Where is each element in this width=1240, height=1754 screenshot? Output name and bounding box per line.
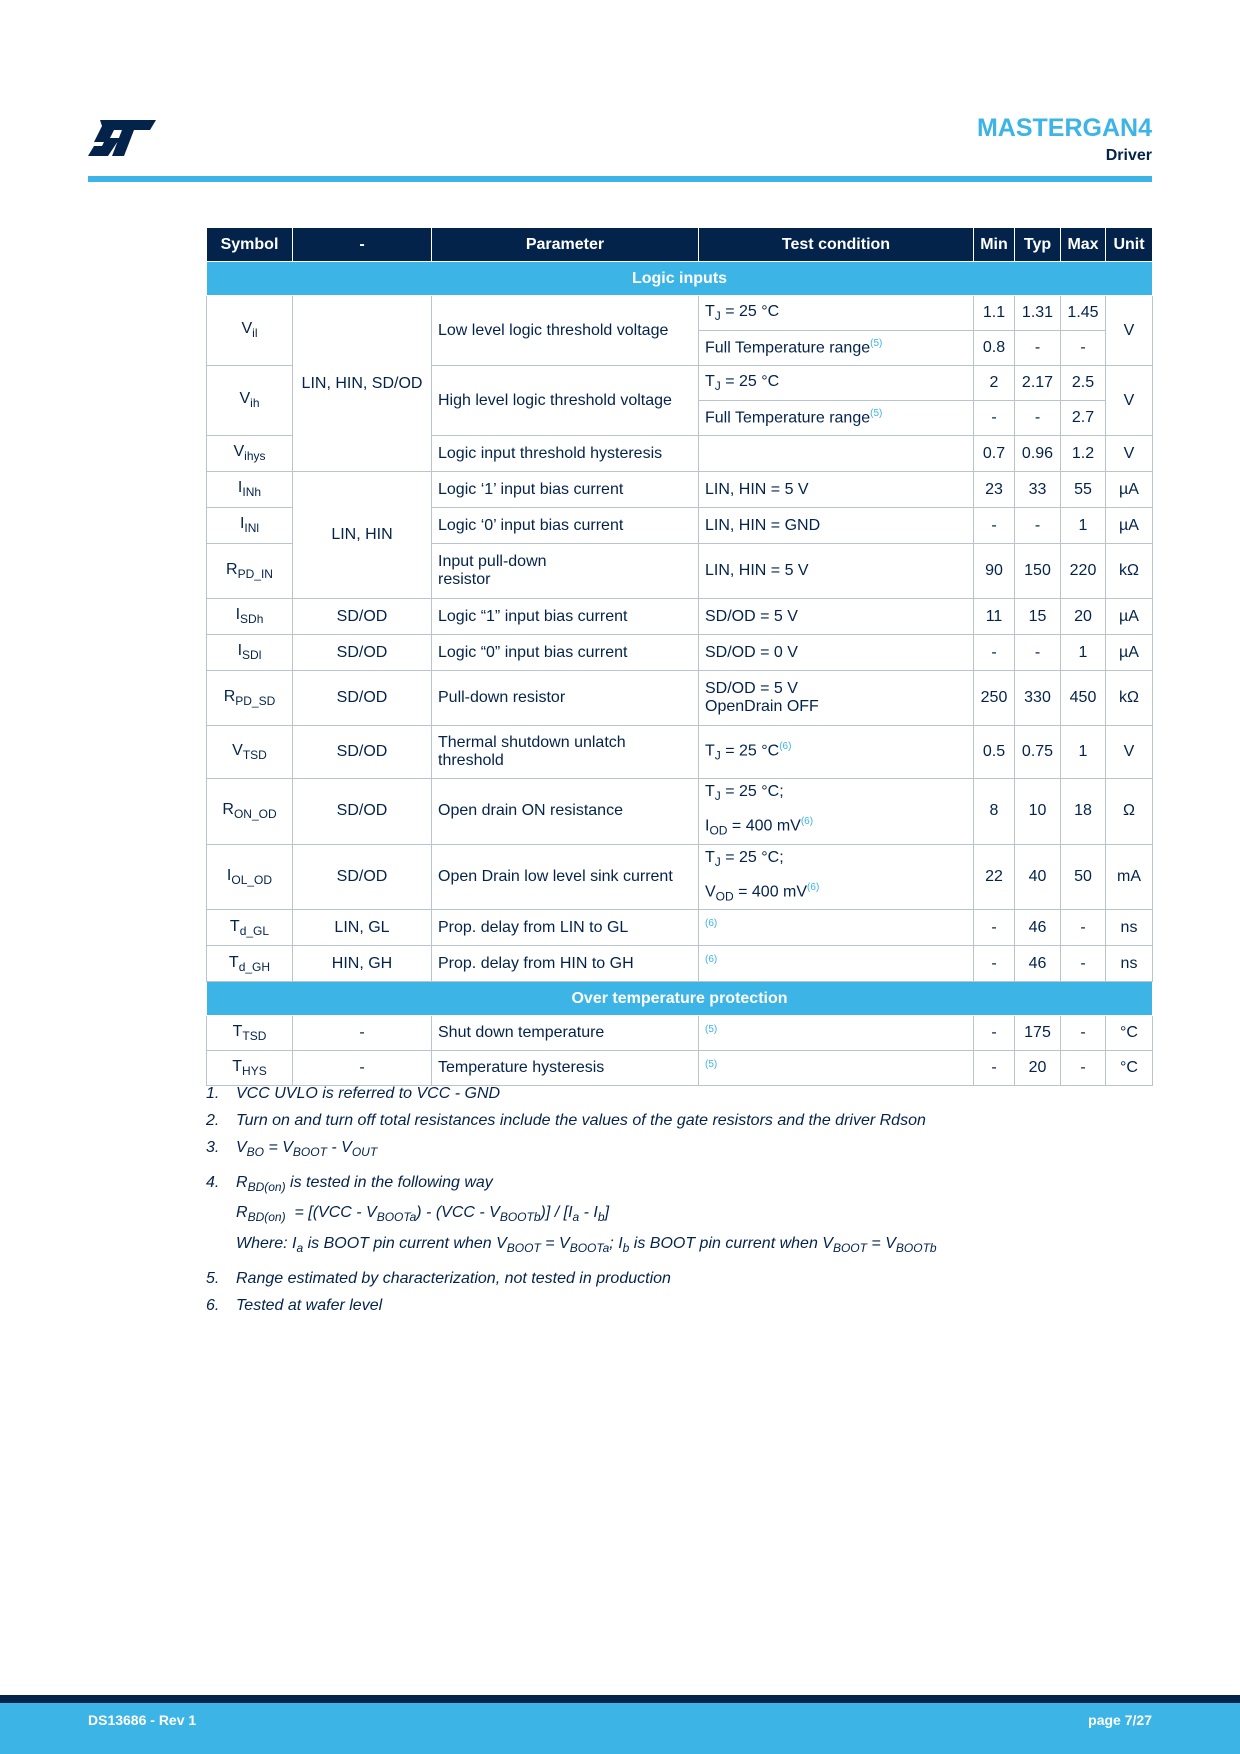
condition-cell: Full Temperature range$^{(5)}$ — [699, 331, 974, 366]
min-cell: - — [974, 635, 1015, 671]
footnote-ref: (6) — [705, 954, 718, 966]
pins-cell: - — [293, 1016, 432, 1051]
table-row — [207, 779, 1153, 845]
table-row — [207, 844, 1153, 910]
unit-cell: V — [1106, 296, 1153, 366]
symbol-cell: $R_{PD\_SD}$ — [207, 671, 293, 726]
max-cell: 1 — [1061, 508, 1106, 544]
max-cell: 2.5 — [1061, 366, 1106, 401]
footer-bar — [0, 1703, 1240, 1754]
typ-cell: 33 — [1015, 472, 1061, 508]
col-header-parameter: Parameter — [432, 228, 699, 262]
unit-cell: kΩ — [1106, 671, 1153, 726]
condition-cell: SD/OD = 0 V — [699, 635, 974, 671]
condition-cell — [699, 910, 974, 946]
min-cell: 1.1 — [974, 296, 1015, 331]
typ-cell: - — [1015, 331, 1061, 366]
condition-cell: $T_J = 25$ $^\circ C^{(6)}$ — [699, 726, 974, 779]
table-row — [207, 1016, 1153, 1051]
max-cell: - — [1061, 1051, 1106, 1086]
col-header-unit: Unit — [1106, 228, 1153, 262]
pins-cell: - — [293, 1051, 432, 1086]
min-cell: 2 — [974, 366, 1015, 401]
table-row — [207, 599, 1153, 635]
pins-cell: SD/OD — [293, 779, 432, 845]
footnote-ref: (5) — [870, 338, 883, 350]
parameter-cell: Logic ‘1’ input bias current — [432, 472, 699, 508]
parameter-cell: Open drain ON resistance — [432, 779, 699, 845]
footnote-ref: (6) — [705, 918, 718, 930]
footer-page-number: page 7/27 — [1088, 1712, 1152, 1728]
unit-cell: Ω — [1106, 779, 1153, 845]
typ-cell: 0.75 — [1015, 726, 1061, 779]
condition-cell: Full Temperature range$^{(5)}$ — [699, 401, 974, 436]
table-row — [207, 1051, 1153, 1086]
note-item: 6. Tested at wafer level — [206, 1296, 383, 1314]
parameter-cell: Logic “0” input bias current — [432, 635, 699, 671]
min-cell: 8 — [974, 779, 1015, 845]
min-cell: - — [974, 508, 1015, 544]
typ-cell: 175 — [1015, 1016, 1061, 1051]
symbol-cell: $T_{TSD}$ — [207, 1016, 293, 1051]
table-row — [207, 296, 1153, 331]
symbol-cell: $I_{INl}$ — [207, 508, 293, 544]
min-cell: 0.8 — [974, 331, 1015, 366]
max-cell: 2.7 — [1061, 401, 1106, 436]
max-cell: - — [1061, 331, 1106, 366]
min-cell: 90 — [974, 544, 1015, 599]
max-cell: 50 — [1061, 844, 1106, 910]
table-row — [207, 635, 1153, 671]
parameter-cell: Prop. delay from LIN to GL — [432, 910, 699, 946]
section-row — [207, 982, 1153, 1016]
table-row — [207, 946, 1153, 982]
symbol-cell: $R_{PD\_IN}$ — [207, 544, 293, 599]
parameter-cell: Shut down temperature — [432, 1016, 699, 1051]
condition-cell: LIN, HIN = 5 V — [699, 472, 974, 508]
min-cell: 250 — [974, 671, 1015, 726]
pins-cell: SD/OD — [293, 671, 432, 726]
footnote-ref: (6) — [800, 816, 814, 828]
table-row — [207, 671, 1153, 726]
parameter-cell: Logic ‘0’ input bias current — [432, 508, 699, 544]
condition-cell: LIN, HIN = 5 V — [699, 544, 974, 599]
condition-cell: $T_J = 25$ °C — [699, 296, 974, 331]
symbol-cell: $I_{SDl}$ — [207, 635, 293, 671]
max-cell: 1.2 — [1061, 436, 1106, 472]
min-cell: - — [974, 946, 1015, 982]
pins-cell: SD/OD — [293, 635, 432, 671]
max-cell: 55 — [1061, 472, 1106, 508]
section-row — [207, 262, 1153, 296]
footnote-ref: (6) — [779, 741, 792, 753]
typ-cell: 40 — [1015, 844, 1061, 910]
note-item: 3. $V_{BO} = V_{BOOT} - V_{OUT}$ — [206, 1139, 378, 1160]
unit-cell: V — [1106, 436, 1153, 472]
max-cell: 1 — [1061, 635, 1106, 671]
unit-cell: µA — [1106, 508, 1153, 544]
table-notes — [206, 1084, 1152, 1323]
parameter-cell: Logic input threshold hysteresis — [432, 436, 699, 472]
unit-cell: kΩ — [1106, 544, 1153, 599]
max-cell: - — [1061, 946, 1106, 982]
note-item: 4. $R_{BD(on)}$ is tested in the following way $R_{BD(on)} = [(VCC - V_{BOOTa}) - (VCC - V_{BOOTb})] / [I_a - I_b]$ Where: $I_a$ is BOOT pin current when $V_{BOOT} = V_{BOOTa}$; $I_b$ is BOOT pin current when $V_{BOOT} = V_{BOOTb}$ — [206, 1174, 937, 1255]
typ-cell: - — [1015, 401, 1061, 436]
symbol-cell: $V_{TSD}$ — [207, 726, 293, 779]
min-cell: 0.7 — [974, 436, 1015, 472]
min-cell: - — [974, 401, 1015, 436]
typ-cell: - — [1015, 635, 1061, 671]
unit-cell: V — [1106, 366, 1153, 436]
pins-cell: SD/OD — [293, 844, 432, 910]
note-item: 2. Turn on and turn off total resistances include the values of the gate resistors and the driver Rdson — [206, 1112, 926, 1129]
st-logo — [88, 118, 158, 158]
parameter-cell: Temperature hysteresis — [432, 1051, 699, 1086]
condition-cell — [699, 1051, 974, 1086]
max-cell: 1.45 — [1061, 296, 1106, 331]
pins-cell: SD/OD — [293, 726, 432, 779]
parameter-cell: Low level logic threshold voltage — [432, 296, 699, 366]
symbol-cell: $T_{d\_GH}$ — [207, 946, 293, 982]
col-header-symbol: Symbol — [207, 228, 293, 262]
symbol-cell: $R_{ON\_OD}$ — [207, 779, 293, 845]
pins-cell: SD/OD — [293, 599, 432, 635]
unit-cell: µA — [1106, 599, 1153, 635]
footnote-ref: (5) — [870, 408, 883, 420]
symbol-cell: $I_{OL\_OD}$ — [207, 844, 293, 910]
pins-cell: LIN, HIN — [293, 472, 432, 599]
parameter-cell: Pull-down resistor — [432, 671, 699, 726]
max-cell: 450 — [1061, 671, 1106, 726]
condition-cell: $T_J = 25$ °C; $V_{OD} = 400$ $mV^{(6)}$ — [699, 844, 974, 910]
typ-cell: 15 — [1015, 599, 1061, 635]
unit-cell: ns — [1106, 946, 1153, 982]
symbol-cell: $V_{ih}$ — [207, 366, 293, 436]
typ-cell: 46 — [1015, 910, 1061, 946]
min-cell: 23 — [974, 472, 1015, 508]
footnote-ref: (5) — [705, 1023, 718, 1035]
symbol-cell: $V_{ihys}$ — [207, 436, 293, 472]
typ-cell: 330 — [1015, 671, 1061, 726]
typ-cell: 0.96 — [1015, 436, 1061, 472]
min-cell: - — [974, 1051, 1015, 1086]
max-cell: - — [1061, 910, 1106, 946]
min-cell: - — [974, 910, 1015, 946]
pins-cell: LIN, GL — [293, 910, 432, 946]
symbol-cell: $I_{SDh}$ — [207, 599, 293, 635]
table-row — [207, 910, 1153, 946]
min-cell: 0.5 — [974, 726, 1015, 779]
symbol-cell: $T_{HYS}$ — [207, 1051, 293, 1086]
parameter-cell: Open Drain low level sink current — [432, 844, 699, 910]
table-row — [207, 726, 1153, 779]
condition-cell: SD/OD = 5 V OpenDrain OFF — [699, 671, 974, 726]
typ-cell: - — [1015, 508, 1061, 544]
parameter-cell: Input pull-down resistor — [432, 544, 699, 599]
note-item: 5. Range estimated by characterization, not tested in production — [206, 1269, 671, 1287]
pins-cell: LIN, HIN, SD/OD — [293, 296, 432, 472]
condition-cell: LIN, HIN = GND — [699, 508, 974, 544]
parameter-cell: Prop. delay from HIN to GH — [432, 946, 699, 982]
footnote-ref: (5) — [705, 1058, 718, 1070]
typ-cell: 46 — [1015, 946, 1061, 982]
max-cell: - — [1061, 1016, 1106, 1051]
footer-rule — [0, 1695, 1240, 1703]
section-logic-inputs: Logic inputs — [207, 262, 1153, 296]
parameter-cell: High level logic threshold voltage — [432, 366, 699, 436]
condition-cell — [699, 946, 974, 982]
max-cell: 220 — [1061, 544, 1106, 599]
col-header-pins: - — [293, 228, 432, 262]
unit-cell: µA — [1106, 635, 1153, 671]
typ-cell: 1.31 — [1015, 296, 1061, 331]
section-over-temperature: Over temperature protection — [207, 982, 1153, 1016]
unit-cell: mA — [1106, 844, 1153, 910]
typ-cell: 10 — [1015, 779, 1061, 845]
unit-cell: µA — [1106, 472, 1153, 508]
doc-subtitle: Driver — [1105, 147, 1152, 164]
condition-cell — [699, 436, 974, 472]
doc-title: MASTERGAN4 — [976, 114, 1152, 142]
condition-cell: $T_J = 25$ °C; $I_{OD} = 400$ $mV^{(6)}$ — [699, 779, 974, 845]
header-rule — [88, 176, 1152, 182]
unit-cell: V — [1106, 726, 1153, 779]
col-header-min: Min — [974, 228, 1015, 262]
table-header-row — [207, 228, 1153, 262]
unit-cell: °C — [1106, 1051, 1153, 1086]
min-cell: 11 — [974, 599, 1015, 635]
electrical-characteristics-table — [206, 227, 1153, 1086]
col-header-max: Max — [1061, 228, 1106, 262]
symbol-cell: $T_{d\_GL}$ — [207, 910, 293, 946]
min-cell: 22 — [974, 844, 1015, 910]
unit-cell: °C — [1106, 1016, 1153, 1051]
max-cell: 1 — [1061, 726, 1106, 779]
symbol-cell: $V_{il}$ — [207, 296, 293, 366]
col-header-typ: Typ — [1015, 228, 1061, 262]
parameter-cell: Thermal shutdown unlatch threshold — [432, 726, 699, 779]
col-header-test-condition: Test condition — [699, 228, 974, 262]
parameter-cell: Logic “1” input bias current — [432, 599, 699, 635]
symbol-cell: $I_{INh}$ — [207, 472, 293, 508]
condition-cell: SD/OD = 5 V — [699, 599, 974, 635]
max-cell: 18 — [1061, 779, 1106, 845]
max-cell: 20 — [1061, 599, 1106, 635]
condition-cell: $T_J = 25$ °C — [699, 366, 974, 401]
footer-doc-id: DS13686 - Rev 1 — [88, 1712, 197, 1728]
typ-cell: 20 — [1015, 1051, 1061, 1086]
condition-cell — [699, 1016, 974, 1051]
typ-cell: 2.17 — [1015, 366, 1061, 401]
min-cell: - — [974, 1016, 1015, 1051]
table-row — [207, 472, 1153, 508]
footnote-ref: (6) — [807, 881, 820, 893]
pins-cell: HIN, GH — [293, 946, 432, 982]
unit-cell: ns — [1106, 910, 1153, 946]
note-item: 1. VCC UVLO is referred to VCC - GND — [206, 1085, 501, 1102]
typ-cell: 150 — [1015, 544, 1061, 599]
